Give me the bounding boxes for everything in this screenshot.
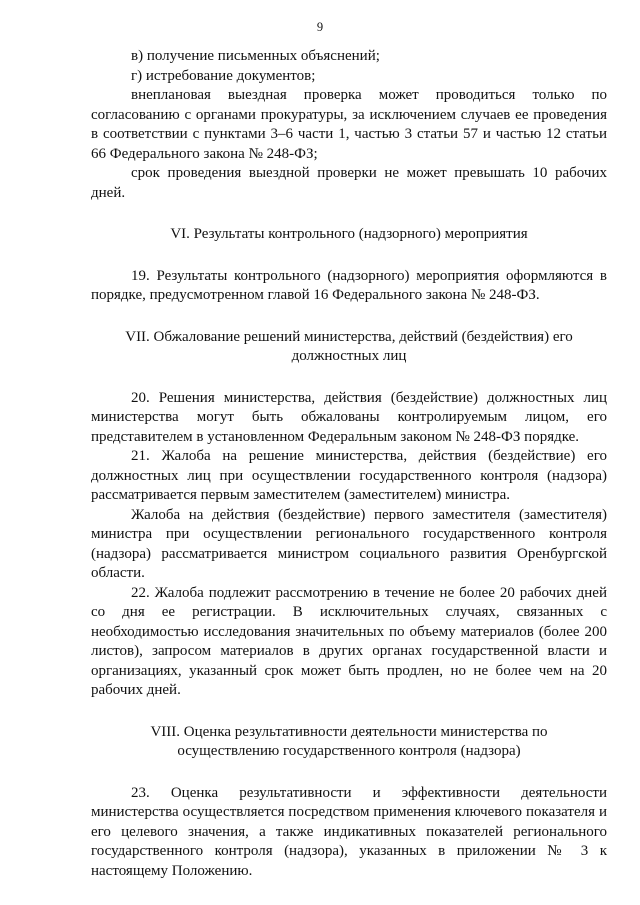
paragraph-23: 23. Оценка результативности и эффективности деятельности министерства осуществляется посредством применения ключевого показателя и его целевого значения, а также индикативных показателей регионального государственного контроля (надзора), указанных в приложении № 3 к настоящему Положению. [91, 784, 607, 879]
paragraph-19: 19. Результаты контрольного (надзорного) мероприятия оформляются в порядке, предусмотренном главой 16 Федерального закона № 248-ФЗ. [91, 267, 607, 303]
list-item-v: в) получение письменных объяснений; [131, 48, 380, 64]
page-body [91, 47, 607, 881]
section-8-heading-line-1: VIII. Оценка результативности деятельности министерства по [150, 723, 548, 740]
paragraph-inspection-term: срок проведения выездной проверки не может превышать 10 рабочих дней. [91, 165, 607, 201]
paragraph-21: 21. Жалоба на решение министерства, действия (бездействие) его должностных лиц при осуществлении государственного контроля (надзора) рассматривается первым заместителем (заместителем) министра. [91, 448, 607, 503]
section-7-heading-line-1: VII. Обжалование решений министерства, действий (бездействия) его [125, 328, 573, 345]
list-item-g: г) истребование документов; [131, 67, 316, 84]
paragraph-20: 20. Решения министерства, действия (бездействие) должностных лиц министерства могут быть обжалованы контролируемым лицом, его представителем в установленном Федеральным законом № 248-ФЗ порядке. [91, 389, 607, 445]
paragraph-21-appeal: Жалоба на действия (бездействие) первого заместителя (заместителя) министра при осуществлении регионального государственного контроля (надзора) рассматривается министром социального развития Оренбургской области. [91, 506, 607, 581]
section-6-heading: VI. Результаты контрольного (надзорного) мероприятия [170, 226, 528, 242]
page-number: 9 [316, 20, 324, 34]
paragraph-unplanned-inspection: внеплановая выездная проверка может проводиться только по согласованию с органами прокуратуры, за исключением случаев ее проведения в соответствии с пунктами 3–6 части 1, частью 3 статьи 57 и частью 12 статьи 66 Федерального закона № 248-ФЗ; [91, 87, 607, 162]
section-8-heading-line-2: осуществлению государственного контроля (надзора) [177, 743, 521, 759]
section-7-heading-line-2: должностных лиц [291, 348, 407, 364]
paragraph-22: 22. Жалоба подлежит рассмотрению в течение не более 20 рабочих дней со дня ее регистрации. В исключительных случаях, связанных с необходимостью исследования значительных по объему материалов (более 200 листов), запросом материалов в других органах государственной власти и организациях, указанный срок может быть продлен, но не более чем на 20 рабочих дней. [91, 584, 607, 698]
